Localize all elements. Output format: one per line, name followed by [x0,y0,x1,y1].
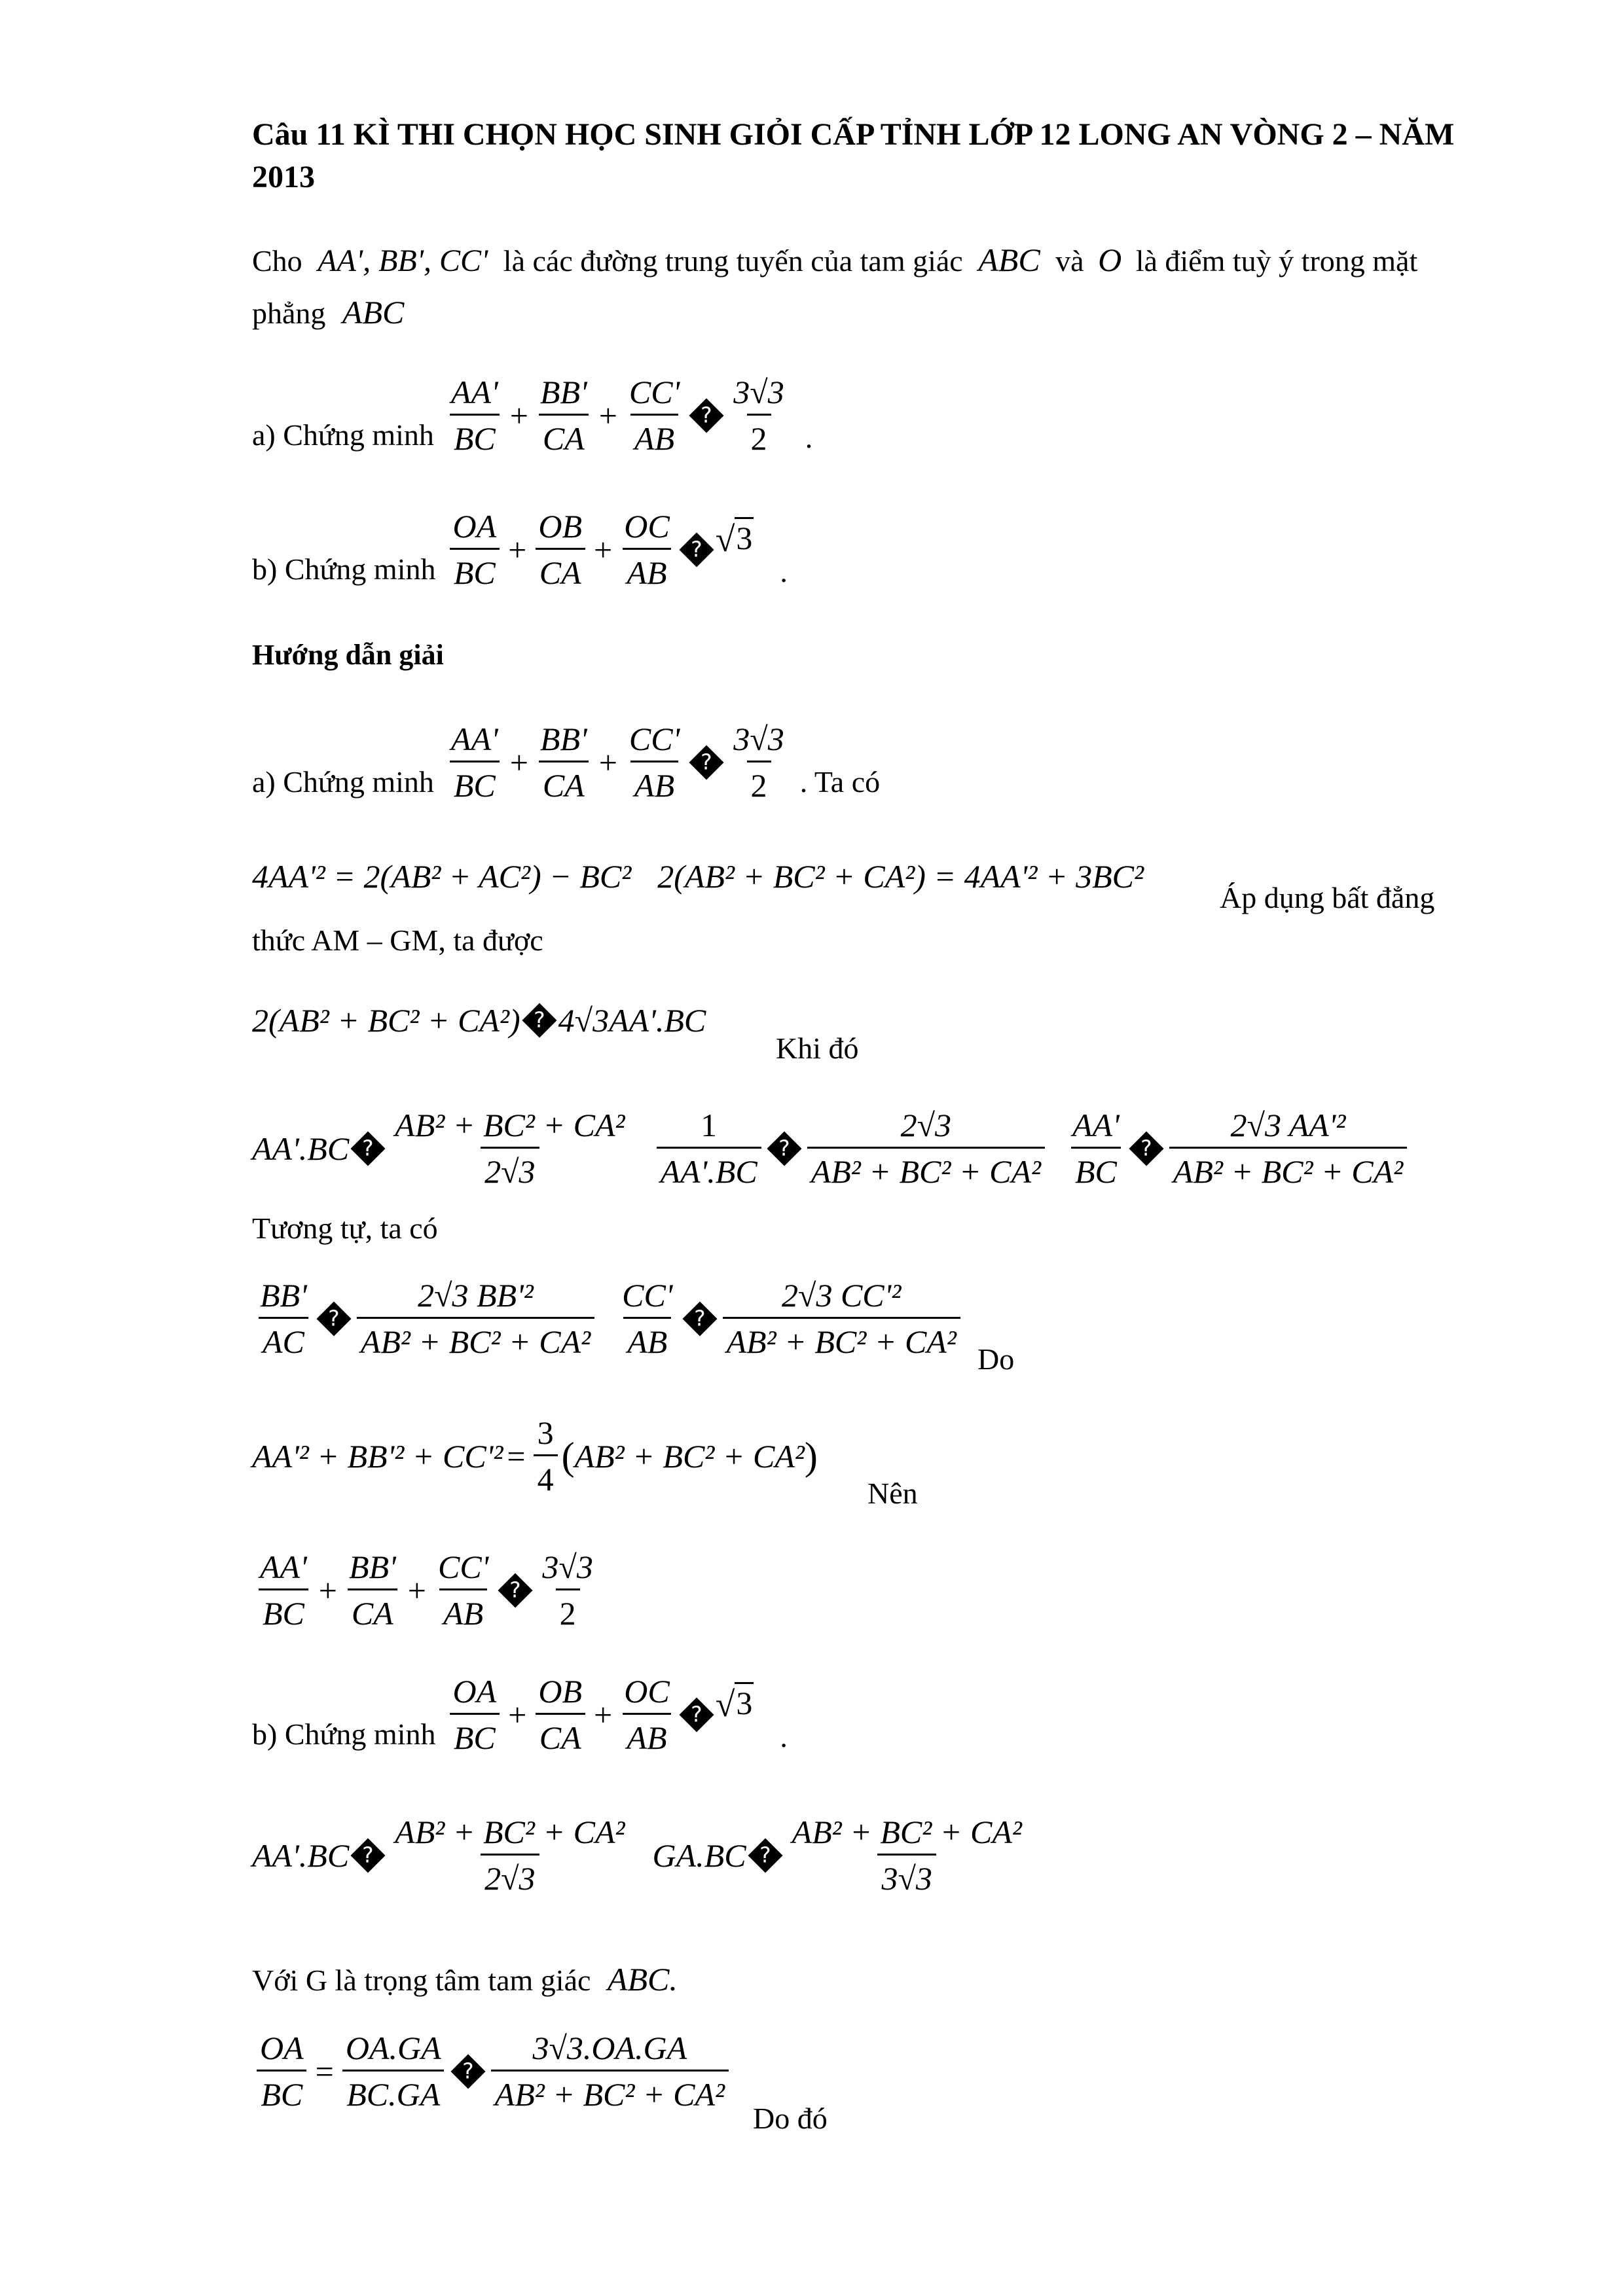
equation-sum-medians: AA'² + BB'² + CC'² = $\frac{3}{4}$ ( AB² + BC² + CA² ) [252,1414,818,1498]
unknown-symbol-icon: ? [351,1131,386,1166]
problem-line-2: phẳng ABC [252,294,405,331]
problem-line-1: Cho AA', BB', CC' là các đường trung tuyến của tam giác ABC và O là điểm tuỳ ý trong mặt [252,242,1418,278]
title-line-1: Câu 11 KÌ THI CHỌN HỌC SINH GIỎI CẤP TỈNH LỚP 12 LONG AN VÒNG 2 – NĂM [252,117,1455,152]
nen-label: Nên [867,1477,918,1510]
unknown-symbol-icon: ? [689,745,724,780]
unknown-symbol-icon: ? [682,1301,717,1336]
unknown-symbol-icon: ? [498,1573,533,1607]
apply-inequality-label: Áp dụng bất đẳng [1220,881,1435,914]
unknown-symbol-icon: ? [679,1697,714,1732]
unknown-symbol-icon: ? [316,1301,351,1336]
centroid-line: Với G là trọng tâm tam giác ABC. [252,1961,678,1998]
unknown-symbol-icon: ? [351,1838,386,1873]
equation-oa-bc: $\frac{OA}{BC}$ = $\frac{OA.GA}{BC.GA}$ ? $\frac{3√3.OA.GA}{\text{AB² + BC² + CA²}}$ [252,2029,733,2113]
solution-a-statement: a) Chứng minh $\frac{AA'}{BC}$ + $\frac{BB'}{CA}$ + $\frac{CC'}{AB}$ ? $\frac{3√3}{2}$ . Ta có [252,721,881,804]
unknown-symbol-icon: ? [748,1838,782,1873]
equation-similar: $\frac{BB'}{AC}$ ? $\frac{\text{2√3 BB'²}}{\text{AB² + BC² + CA²}}$ $\frac{CC'}{AB}$ ? $\frac{\text{2√3 CC'²}}{\text{AB² + BC² + CA²}}$ [252,1276,964,1361]
prove-a: a) Chứng minh $\frac{AA'}{BC}$ + $\frac{BB'}{CA}$ + $\frac{CC'}{AB}$ ? $\frac{3√3}{2}$ . [252,374,813,457]
title-line-2: 2013 [252,160,315,194]
tuong-tu-label: Tương tự, ta có [252,1211,438,1245]
solution-heading: Hướng dẫn giải [252,639,444,671]
khi-do-label: Khi đó [776,1031,859,1065]
unknown-symbol-icon: ? [1129,1131,1163,1166]
equation-median-length: 4AA'² = 2(AB² + AC²) − BC² 2(AB² + BC² + CA²) = 4AA'² + 3BC² [252,858,1144,895]
equation-amgm: 2(AB² + BC² + CA²) ? 4√3AA'.BC [252,1002,706,1039]
unknown-symbol-icon: ? [689,398,724,433]
equation-aa-ga: AA'.BC ? $\frac{\text{AB² + BC² + CA²}}{2√3}$ GA.BC ? $\frac{\text{AB² + BC² + CA²}}{3√3}$ [252,1814,1022,1897]
unknown-symbol-icon: ? [679,532,714,567]
amgm-label: thức AM – GM, ta được [252,924,543,957]
unknown-symbol-icon: ? [522,1003,556,1037]
equation-chain-aa: AA'.BC ? $\frac{\text{AB² + BC² + CA²}}{2√3}$ $\frac{1}{AA'.BC}$ ? $\frac{2√3}{\text{AB² + BC² + CA²}}$ $\frac{AA'}{BC}$ ? $\frac{\text{2√3 AA'²}}{\text{AB² + BC² + CA²}}$ [252,1106,1411,1191]
prove-b: b) Chứng minh $\frac{OA}{BC}$ + $\frac{OB}{CA}$ + $\frac{OC}{AB}$ ? √ 3 . [252,508,788,591]
unknown-symbol-icon: ? [450,2054,485,2089]
unknown-symbol-icon: ? [767,1131,801,1166]
solution-b-statement: b) Chứng minh $\frac{OA}{BC}$ + $\frac{OB}{CA}$ + $\frac{OC}{AB}$ ? √ 3 . [252,1673,788,1756]
do-do-label: Do đó [753,2102,828,2135]
conclusion-a: $\frac{AA'}{BC}$ + $\frac{BB'}{CA}$ + $\frac{CC'}{AB}$ ? $\frac{3√3}{2}$ [252,1548,601,1632]
do-label: Do [977,1342,1015,1376]
